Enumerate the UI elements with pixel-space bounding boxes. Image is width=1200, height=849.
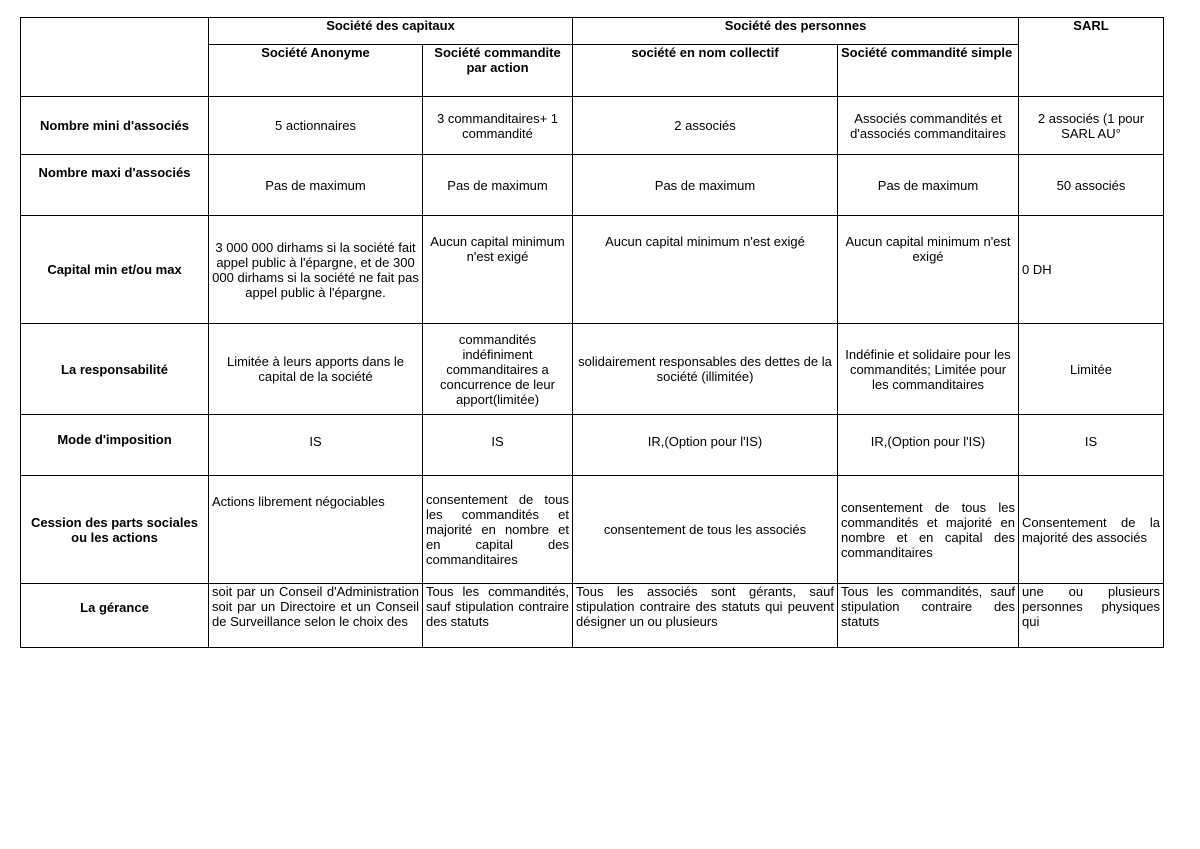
cell-capital-sarl: 0 DH bbox=[1019, 216, 1164, 324]
row-label-imposition: Mode d'imposition bbox=[21, 415, 209, 476]
cell-min-sca: 3 commanditaires+ 1 commandité bbox=[423, 97, 573, 155]
header-row-groups bbox=[21, 18, 1164, 45]
cell-capital-snc: Aucun capital minimum n'est exigé bbox=[573, 216, 838, 324]
cell-gerance-scs: Tous les commandités, sauf stipulation contraire des statuts bbox=[838, 584, 1019, 648]
cell-impo-sca: IS bbox=[423, 415, 573, 476]
row-responsabilite bbox=[21, 324, 1164, 415]
cell-gerance-sca: Tous les commandités, sauf stipulation contraire des statuts bbox=[423, 584, 573, 648]
row-label-nombre-mini: Nombre mini d'associés bbox=[21, 97, 209, 155]
row-cession bbox=[21, 476, 1164, 584]
row-gerance bbox=[21, 584, 1164, 648]
cell-cession-scs: consentement de tous les commandités et majorité en nombre et en capital des commanditaires bbox=[838, 476, 1019, 584]
header-sarl: SARL bbox=[1019, 18, 1164, 97]
cell-resp-scs: Indéfinie et solidaire pour les commandités; Limitée pour les commanditaires bbox=[838, 324, 1019, 415]
row-capital bbox=[21, 216, 1164, 324]
header-snc: société en nom collectif bbox=[573, 45, 838, 97]
cell-cession-sa: Actions librement négociables bbox=[209, 476, 423, 584]
row-imposition bbox=[21, 415, 1164, 476]
header-corner-cell bbox=[21, 18, 209, 97]
cell-max-snc: Pas de maximum bbox=[573, 155, 838, 216]
header-societe-anonyme: Société Anonyme bbox=[209, 45, 423, 97]
cell-resp-sa: Limitée à leurs apports dans le capital de la société bbox=[209, 324, 423, 415]
header-scs: Société commandité simple bbox=[838, 45, 1019, 97]
cell-impo-scs: IR,(Option pour l'IS) bbox=[838, 415, 1019, 476]
cell-cession-sca: consentement de tous les commandités et majorité en nombre et en capital des commanditaires bbox=[423, 476, 573, 584]
cell-resp-sarl: Limitée bbox=[1019, 324, 1164, 415]
row-nombre-mini bbox=[21, 97, 1164, 155]
cell-impo-sa: IS bbox=[209, 415, 423, 476]
cell-min-scs: Associés commandités et d'associés commanditaires bbox=[838, 97, 1019, 155]
company-comparison-table bbox=[20, 17, 1164, 648]
cell-max-sarl: 50 associés bbox=[1019, 155, 1164, 216]
cell-impo-snc: IR,(Option pour l'IS) bbox=[573, 415, 838, 476]
cell-max-scs: Pas de maximum bbox=[838, 155, 1019, 216]
cell-min-snc: 2 associés bbox=[573, 97, 838, 155]
cell-resp-sca: commandités indéfiniment commanditaires a concurrence de leur apport(limitée) bbox=[423, 324, 573, 415]
cell-cession-sarl: Consentement de la majorité des associés bbox=[1019, 476, 1164, 584]
cell-capital-sca: Aucun capital minimum n'est exigé bbox=[423, 216, 573, 324]
header-societe-personnes: Société des personnes bbox=[573, 18, 1019, 45]
header-sca: Société commandite par action bbox=[423, 45, 573, 97]
cell-capital-sa: 3 000 000 dirhams si la société fait appel public à l'épargne, et de 300 000 dirhams si la société ne fait pas appel public à l'épargne. bbox=[209, 216, 423, 324]
cell-resp-snc: solidairement responsables des dettes de la société (illimitée) bbox=[573, 324, 838, 415]
header-societe-capitaux: Société des capitaux bbox=[209, 18, 573, 45]
row-label-cession: Cession des parts sociales ou les actions bbox=[21, 476, 209, 584]
cell-gerance-sarl: une ou plusieurs personnes physiques qui bbox=[1019, 584, 1164, 648]
row-nombre-maxi bbox=[21, 155, 1164, 216]
cell-min-sarl: 2 associés (1 pour SARL AU° bbox=[1019, 97, 1164, 155]
cell-gerance-snc: Tous les associés sont gérants, sauf stipulation contraire des statuts qui peuvent désigner un ou plusieurs bbox=[573, 584, 838, 648]
cell-impo-sarl: IS bbox=[1019, 415, 1164, 476]
row-label-responsabilite: La responsabilité bbox=[21, 324, 209, 415]
cell-gerance-sa: soit par un Conseil d'Administration soit par un Directoire et un Conseil de Surveillance selon le choix des bbox=[209, 584, 423, 648]
cell-max-sa: Pas de maximum bbox=[209, 155, 423, 216]
cell-max-sca: Pas de maximum bbox=[423, 155, 573, 216]
cell-cession-snc: consentement de tous les associés bbox=[573, 476, 838, 584]
row-label-gerance: La gérance bbox=[21, 584, 209, 648]
row-label-nombre-maxi: Nombre maxi d'associés bbox=[21, 155, 209, 216]
cell-capital-scs: Aucun capital minimum n'est exigé bbox=[838, 216, 1019, 324]
cell-min-sa: 5 actionnaires bbox=[209, 97, 423, 155]
row-label-capital: Capital min et/ou max bbox=[21, 216, 209, 324]
